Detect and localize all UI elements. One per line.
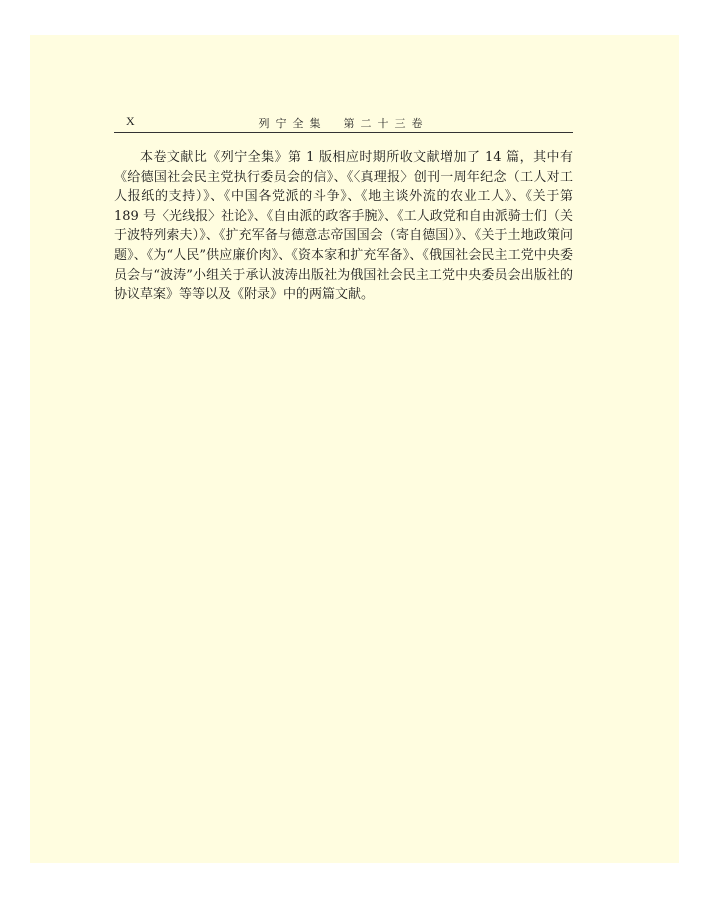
- book-title: 列宁全集 第二十三卷: [258, 117, 429, 130]
- page-number: X: [126, 114, 135, 128]
- running-head: [114, 112, 573, 133]
- body-paragraph: 本卷文献比《列宁全集》第 1 版相应时期所收文献增加了 14 篇，其中有《给德国社会民主党执行委员会的信》、《〈真理报〉创刊一周年纪念（工人对工人报纸的支持）》、《中国各党派的斗争》、《地主谈外流的农业工人》、《关于第 189 号〈光线报〉社论》、《自由派的政客手腕》、《工人政党和自由派骑士们（关于波特列索夫）》、《扩充军备与德意志帝国国会（寄自德国）》、《关于土地政策问题》、《为“人民”供应廉价肉》、《资本家和扩充军备》、《俄国社会民主工党中央委员会与“波涛”小组关于承认波涛出版社为俄国社会民主工党中央委员会出版社的协议草案》等等以及《附录》中的两篇文献。: [114, 150, 573, 303]
